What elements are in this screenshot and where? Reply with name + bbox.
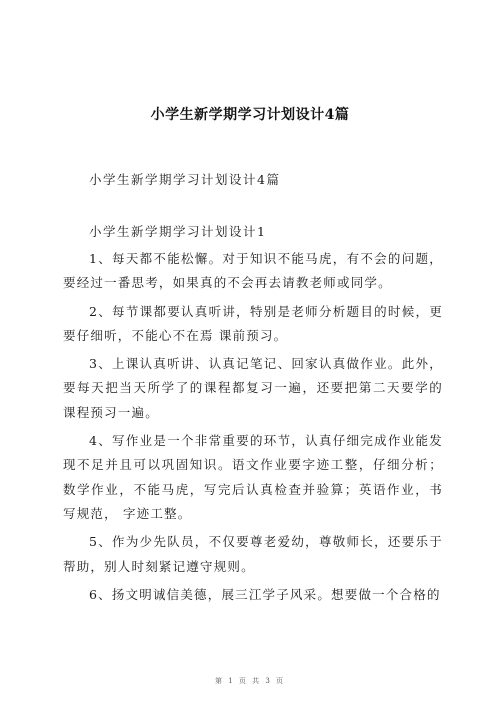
paragraph-1: 1、每天都不能松懈。对于知识不能马虎，有不会的问题，要经过一番思考，如果真的不会再去请教老师或同学。 bbox=[63, 251, 443, 291]
section-heading: 小学生新学期学习计划设计1 bbox=[89, 224, 267, 239]
document-subtitle: 小学生新学期学习计划设计4篇 bbox=[89, 172, 281, 187]
page-footer: 第 1 页 共 3 页 bbox=[214, 677, 286, 685]
document-title: 小学生新学期学习计划设计4篇 bbox=[150, 107, 350, 123]
paragraph-4: 4、写作业是一个非常重要的环节，认真仔细完成作业能发现不足并且可以巩固知识。语文作业要字迹工整，仔细分析；数学作业，不能马虎，写完后认真检查并验算；英语作业，书写规范， 字迹工整。 bbox=[63, 433, 443, 521]
paragraph-6: 6、扬文明诚信美德，展三江学子风采。想要做一个合格的 bbox=[89, 586, 441, 602]
paragraph-2: 2、每节课都要认真听讲，特别是老师分析题目的时候，更要仔细听，不能心不在焉 课前预习。 bbox=[63, 303, 443, 343]
document-body bbox=[63, 170, 443, 611]
paragraph-5: 5、作为少先队员，不仅要尊老爱幼，尊敬师长，还要乐于帮助，别人时刻紧记遵守规则。 bbox=[63, 534, 443, 574]
paragraph-3: 3、上课认真听讲、认真记笔记、回家认真做作业。此外，要每天把当天所学了的课程都复习一遍，还要把第二天要学的课程预习一遍。 bbox=[63, 356, 443, 420]
